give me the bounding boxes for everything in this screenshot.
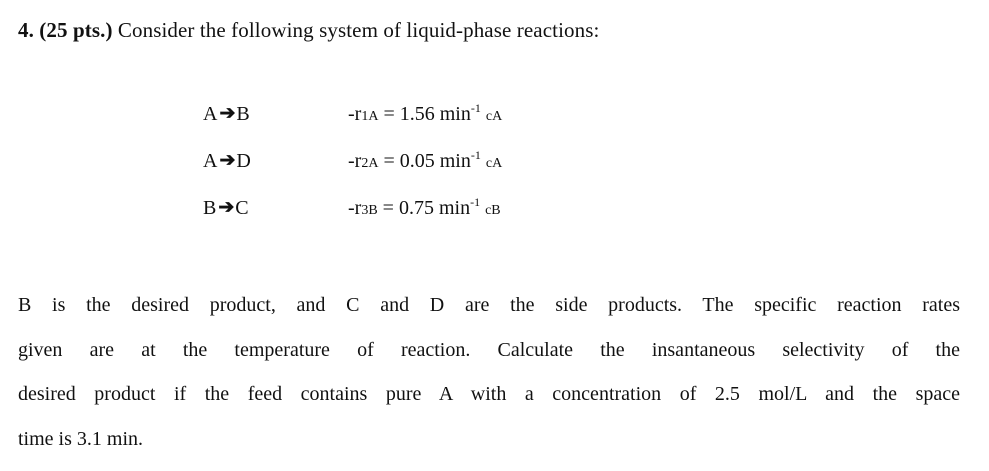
concentration-subscript: B (491, 203, 501, 218)
reaction-row-2 (203, 150, 703, 197)
product: B (236, 103, 250, 125)
reactant: B (203, 197, 217, 219)
rate-subscript: 3B (361, 203, 378, 218)
question-heading (18, 18, 599, 43)
rate-exponent: -1 (470, 148, 481, 162)
concentration-subscript: A (492, 156, 503, 171)
concentration-symbol: c (485, 156, 493, 171)
concentration-subscript: A (492, 109, 503, 124)
rate-subscript: 2A (361, 156, 379, 171)
rate-equation: = 1.56 min (383, 103, 471, 125)
reactant: A (203, 150, 218, 172)
arrow-icon: ➔ (218, 197, 235, 218)
reaction-row-3 (203, 197, 703, 244)
paragraph-line: given are at the temperature of reaction. Calculate the insantaneous selectivity of the (18, 338, 960, 361)
reaction-list (203, 103, 703, 244)
rate-exponent: -1 (470, 195, 481, 209)
paragraph-line: desired product if the feed contains pure A with a concentration of 2.5 mol/L and the space (18, 383, 960, 405)
rate-law (348, 150, 502, 173)
reaction-equation (203, 197, 249, 220)
reaction-equation (203, 150, 251, 173)
problem-statement (18, 283, 960, 461)
reactant: A (203, 103, 218, 125)
reaction-equation (203, 103, 250, 126)
rate-law (348, 103, 502, 126)
rate-prefix: -r (348, 150, 362, 172)
product: D (236, 150, 251, 172)
arrow-icon: ➔ (219, 150, 236, 171)
rate-equation: = 0.75 min (382, 197, 471, 219)
rate-law (348, 197, 501, 220)
rate-equation: = 0.05 min (383, 150, 471, 172)
rate-prefix: -r (348, 197, 362, 219)
rate-exponent: -1 (470, 101, 481, 115)
reaction-row-1 (203, 103, 703, 150)
product: C (235, 197, 249, 219)
rate-prefix: -r (348, 103, 362, 125)
paragraph-line: time is 3.1 min. (18, 427, 143, 450)
paragraph-line: B is the desired product, and C and D are the side products. The specific reaction rates (18, 294, 960, 316)
concentration-symbol: c (485, 109, 493, 124)
concentration-symbol: c (485, 203, 492, 218)
rate-subscript: 1A (361, 109, 379, 124)
question-prompt: Consider the following system of liquid-phase reactions: (117, 18, 600, 42)
arrow-icon: ➔ (219, 103, 236, 124)
question-number: 4. (25 pts.) (18, 18, 113, 42)
